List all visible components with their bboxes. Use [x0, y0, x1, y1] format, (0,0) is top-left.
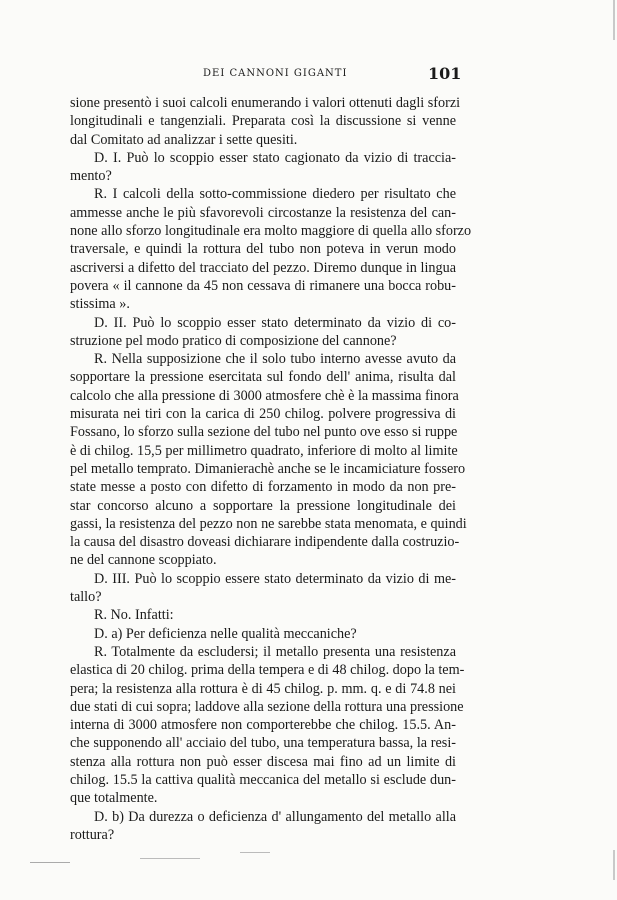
text-line: D. a) Per deficienza nelle qualità meccaniche?: [94, 625, 357, 642]
text-line: ammesse anche le più sfavorevoli circostanze la resistenza del can-: [70, 204, 456, 221]
text-line: mento?: [70, 168, 112, 185]
text-line: D. b) Da durezza o deficienza d' allungamento del metallo alla: [94, 808, 456, 825]
text-line: longitudinali e tangenziali. Preparata così la discussione si venne: [70, 113, 456, 130]
text-line: povera « il cannone da 45 non cessava di rimanere una bocca robu-: [70, 277, 456, 294]
body-text: [70, 94, 472, 844]
text-line: pera; la resistenza alla rottura è di 45 chilog. p. mm. q. e di 74.8 nei: [70, 680, 456, 697]
text-line: è di chilog. 15,5 per millimetro quadrato, inferiore di molto al limite: [70, 442, 458, 459]
text-line: che supponendo all' acciaio del tubo, una temperatura bassa, la resi-: [70, 735, 456, 752]
text-line: stenza alla rottura non può esser discesa mai fino ad un limite di: [70, 753, 456, 770]
text-line: stissima ».: [70, 296, 130, 313]
text-line: pel metallo temprato. Dimanierachè anche se le incamiciature fossero: [70, 460, 466, 477]
text-line: sopportare la pressione esercitata sul fondo dell' anima, risulta dal: [70, 369, 456, 386]
text-line: misurata nei tiri con la carica di 250 chilog. polvere progressiva di: [70, 406, 456, 423]
text-line: state messe a posto con difetto di forzamento in modo da non pre-: [70, 479, 456, 496]
text-line: traversale, e quindi la rottura del tubo non poteva in verun modo: [70, 241, 456, 258]
page-edge: [613, 850, 615, 880]
text-line: R. No. Infatti:: [94, 607, 174, 624]
running-title: DEI CANNONI GIGANTI: [203, 68, 348, 79]
text-line: ascriversi a difetto del tracciato del pezzo. Diremo dunque in lingua: [70, 259, 456, 276]
text-line: R. Nella supposizione che il solo tubo interno avesse avuto da: [94, 351, 456, 368]
text-line: elastica di 20 chilog. prima della tempera e di 48 chilog. dopo la tem-: [70, 662, 465, 679]
text-line: R. I calcoli della sotto-commissione diedero per risultato che: [94, 186, 456, 203]
text-line: la causa del disastro doveasi dichiarare indipendente dalla costruzio-: [70, 534, 460, 551]
page-number: 101: [428, 64, 462, 83]
text-line: rottura?: [70, 826, 115, 843]
text-line: D. II. Può lo scoppio esser stato determinato da vizio di co-: [94, 314, 456, 331]
text-line: none allo sforzo longitudinale era molto maggiore di quella allo sforzo: [70, 223, 472, 240]
text-line: R. Totalmente da escludersi; il metallo presenta una resistenza: [94, 643, 456, 660]
scan-artifact: [140, 858, 200, 859]
text-line: tallo?: [70, 589, 102, 606]
page-edge: [613, 0, 615, 40]
text-line: dal Comitato ad analizzar i sette quesiti.: [70, 131, 298, 148]
text-line: due stati di cui sopra; laddove alla sezione della rottura una pressione: [70, 698, 464, 715]
text-line: calcolo che alla pressione di 3000 atmosfere chè è la massima finora: [70, 387, 459, 404]
scan-artifact: [240, 852, 270, 853]
text-line: gassi, la resistenza del pezzo non ne sarebbe stata menomata, e quindi: [70, 515, 467, 532]
text-line: sione presentò i suoi calcoli enumerando i valori ottenuti dagli sforzi: [70, 95, 461, 111]
text-line: Fossano, lo sforzo sulla sezione del tubo nel punto ove esso si ruppe: [70, 424, 458, 441]
text-line: interna di 3000 atmosfere non comporterebbe che chilog. 15.5. An-: [70, 717, 456, 734]
text-line: ne del cannone scoppiato.: [70, 552, 217, 569]
text-line: chilog. 15.5 la cattiva qualità meccanica del metallo si esclude dun-: [70, 771, 456, 788]
text-line: que totalmente.: [70, 790, 158, 807]
text-line: D. I. Può lo scoppio esser stato cagionato da vizio di traccia-: [94, 149, 456, 166]
text-line: D. III. Può lo scoppio essere stato determinato da vizio di me-: [94, 570, 456, 587]
text-line: struzione pel modo pratico di composizione del cannone?: [70, 332, 397, 349]
scan-artifact: [30, 862, 70, 863]
text-line: star concorso alcuno a sopportare la pressione longitudinale dei: [70, 497, 456, 514]
